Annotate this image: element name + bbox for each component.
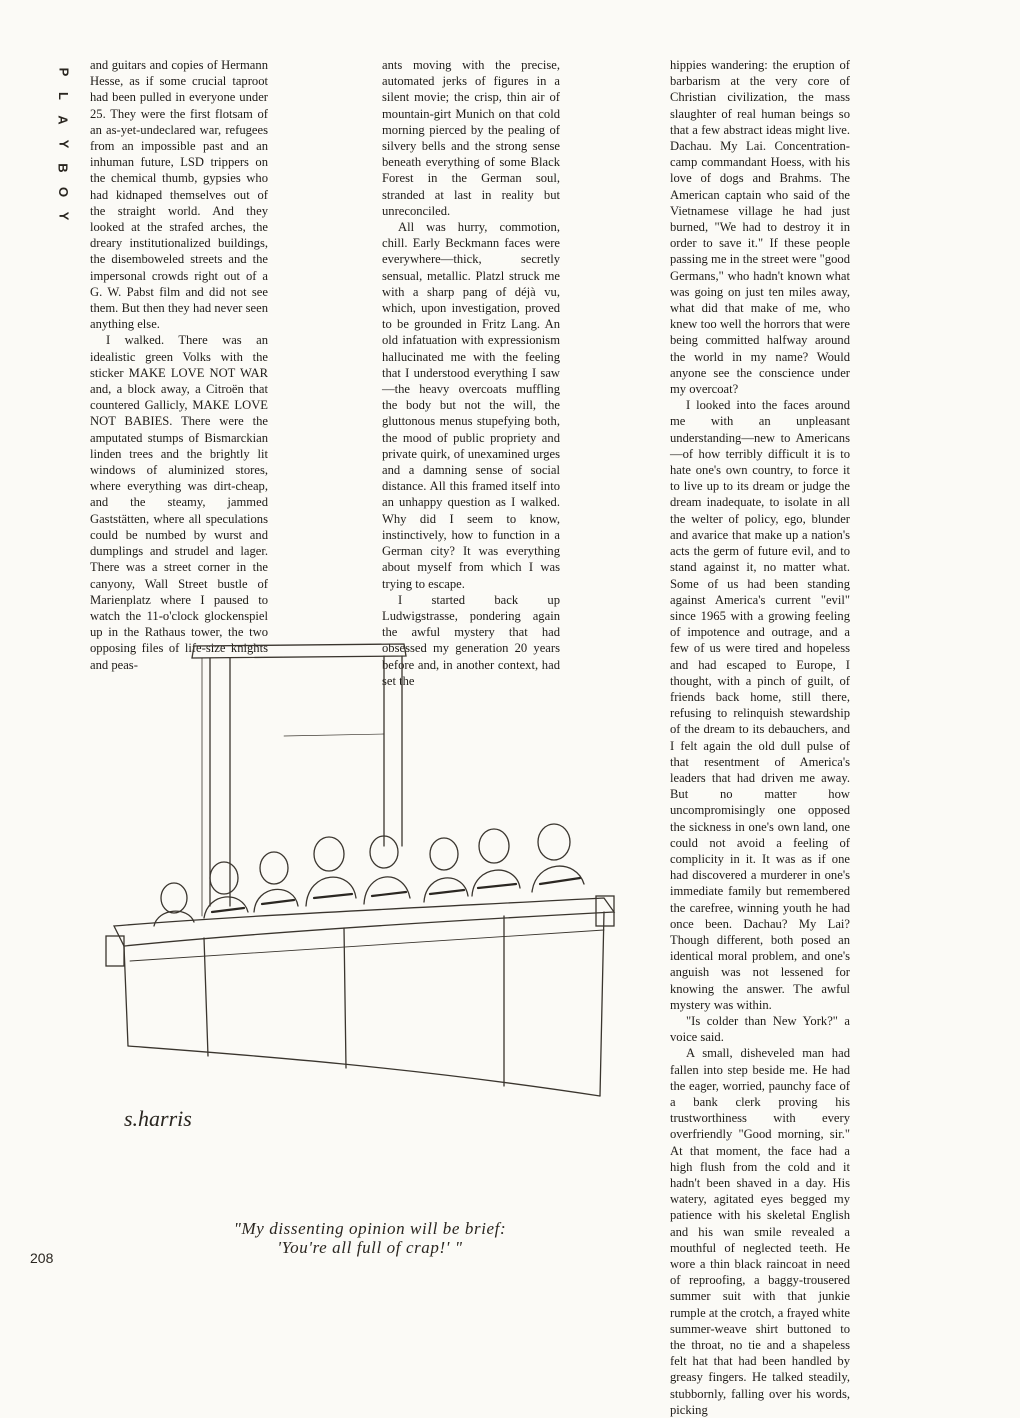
- running-head-letter: O: [56, 186, 71, 198]
- running-head-letter: Y: [55, 211, 71, 221]
- running-head-letter: B: [55, 163, 71, 173]
- paragraph: ants moving with the precise, automated jerks of figures in a silent movie; the crisp, thin air of mountain-girt Munich on that cold morning pierced by the pealing of silvery bells and the strong sense beneath everything of some Black Forest in the German soul, stranded at last in reality but unreconciled.: [382, 58, 560, 218]
- paragraph: hippies wandering: the eruption of barbarism at the very core of Christian civilization, the mass slaughter of real human beings so that a few abstract ideas might live. Dachau. My Lai. Concentration-camp commandant Hoess, with his love of dogs and Brahms. The American captain who said of the Vietnamese village he had just burned, "We had to destroy it in order to save it." If these people passing me in the street were "good Germans," who hadn't known what was going on just ten miles away, what did that make of me, who knew too well the horrors that were being committed halfway around the world in my name? Would anyone see the conscience under my overcoat?: [670, 58, 850, 397]
- cartoon-illustration: [84, 616, 650, 1196]
- paragraph: A small, disheveled man had fallen into step beside me. He had the eager, worried, paunchy face of a bank clerk proving his trustworthiness with every overfriendly "Good morning, sir." At that moment, the face had a high flush from the cold and it hadn't been shaved in a day. His watery, agitated eyes begged my patience with his skeletal English and his wan smile revealed a mouthful of neglected teeth. He wore a thin black raincoat in need of reproofing, a baggy-trousered summer suit with that junkie rumple at the crotch, a frayed white summer-weave shirt buttoned to the throat, no tie and a shapeless felt hat that had been handled by greasy fingers. He talked steadily, stubbornly, falling over his words, picking: [670, 1046, 850, 1417]
- cartoonist-signature: s.harris: [124, 1106, 192, 1131]
- paragraph: All was hurry, commotion, chill. Early Beckmann faces were everywhere—thick, secretly sensual, metallic. Platzl struck me with a sharp pang of déjà vu, which, upon investigation, proved to be grounded in Fritz Lang. An old infatuation with expressionism hallucinated me with the feeling that I understood everything I saw—the heavy overcoats muffling the body but not the will, the gluttonous menus stupefying both, the mood of public propriety and private quirk, of unexamined urges and a damning sense of social distance. All this framed itself into an unhappy question as I walked. Why did I seem to know, instinctively, how to function in a German city? It was everything about myself from which I was trying to escape.: [382, 220, 560, 591]
- page-number: 208: [30, 1250, 54, 1266]
- running-head: [54, 60, 72, 228]
- cartoon-caption: [150, 1219, 590, 1257]
- caption-line: 'You're all full of crap!' ": [277, 1238, 463, 1257]
- paragraph: and guitars and copies of Hermann Hesse, as if some crucial taproot had been pulled in everyone under 25. They were the first flotsam of an as-yet-undeclared war, refugees from an impossible past and an inhuman future, LSD trippers on the chemical thumb, gypsies who had kidnaped themselves out of the straight world. And they looked at the strafed arches, the dreary institutionalized buildings, the disemboweled streets and the impersonal crowds right out of a G. W. Pabst film and did not see them. But then they had never seen anything else.: [90, 58, 268, 332]
- paragraph: I started back up Ludwigstrasse, pondering again the awful mystery that had obsessed my generation 20 years before and, in another context, had set the: [382, 592, 560, 688]
- article-column-2: [382, 57, 560, 689]
- caption-line: "My dissenting opinion will be brief:: [233, 1219, 507, 1238]
- running-head-letter: Y: [55, 139, 71, 149]
- running-head-letter: L: [55, 92, 71, 100]
- running-head-letter: P: [55, 67, 71, 77]
- paragraph: "Is colder than New York?" a voice said.: [670, 1013, 850, 1045]
- article-column-1: [90, 57, 268, 673]
- paragraph: I looked into the faces around me with an unpleasant understanding—new to Americans—of how terribly difficult it is to hate one's own country, to force it to live up to its dream or judge the dream inadequate, to isolate in all the welter of policy, ego, blunder and avarice that make up a nation's acts the germ of future evil, and to stand against it, no matter what. Some of us had been standing against America's current "evil" since 1965 with a growing feeling of impotence and outrage, and a few of us were tired and hopeless and had escaped to Europe, I thought, with a pinch of guilt, of friends back home, still there, refusing to relinquish stewardship of the dream to its debauchers, and I felt again the old dull pulse of that resentment of America's leaders that had driven me away. But no matter how uncompromisingly one opposed the sickness in one's own land, one could not avoid a feeling of complicity in it. It was as if one had discovered a murderer in one's immediate family but remembered the carefree, winning youth he had once been. Dachau? My Lai? Though different, both posed an identical moral problem, and one's anguish was not lessened for knowing the answer. The awful mystery was within.: [670, 398, 850, 1012]
- paragraph: I walked. There was an idealistic green Volks with the sticker MAKE LOVE NOT WAR and, a block away, a Citroën that countered Gallicly, MAKE LOVE NOT BABIES. There were the amputated stumps of Bismarckian linden trees and the brightly lit windows of aluminized stores, where everything was dirt-cheap, and the steamy, jammed Gaststätten, where all speculations could be numbed by wurst and dumplings and strudel and lager. There was a street corner in the canyony, Wall Street bustle of Marienplatz where I paused to watch the 11-o'clock glockenspiel up in the Rathaus tower, the two opposing files of life-size knights and peas-: [90, 333, 268, 672]
- article-column-3: [670, 57, 850, 1418]
- running-head-letter: A: [55, 115, 71, 125]
